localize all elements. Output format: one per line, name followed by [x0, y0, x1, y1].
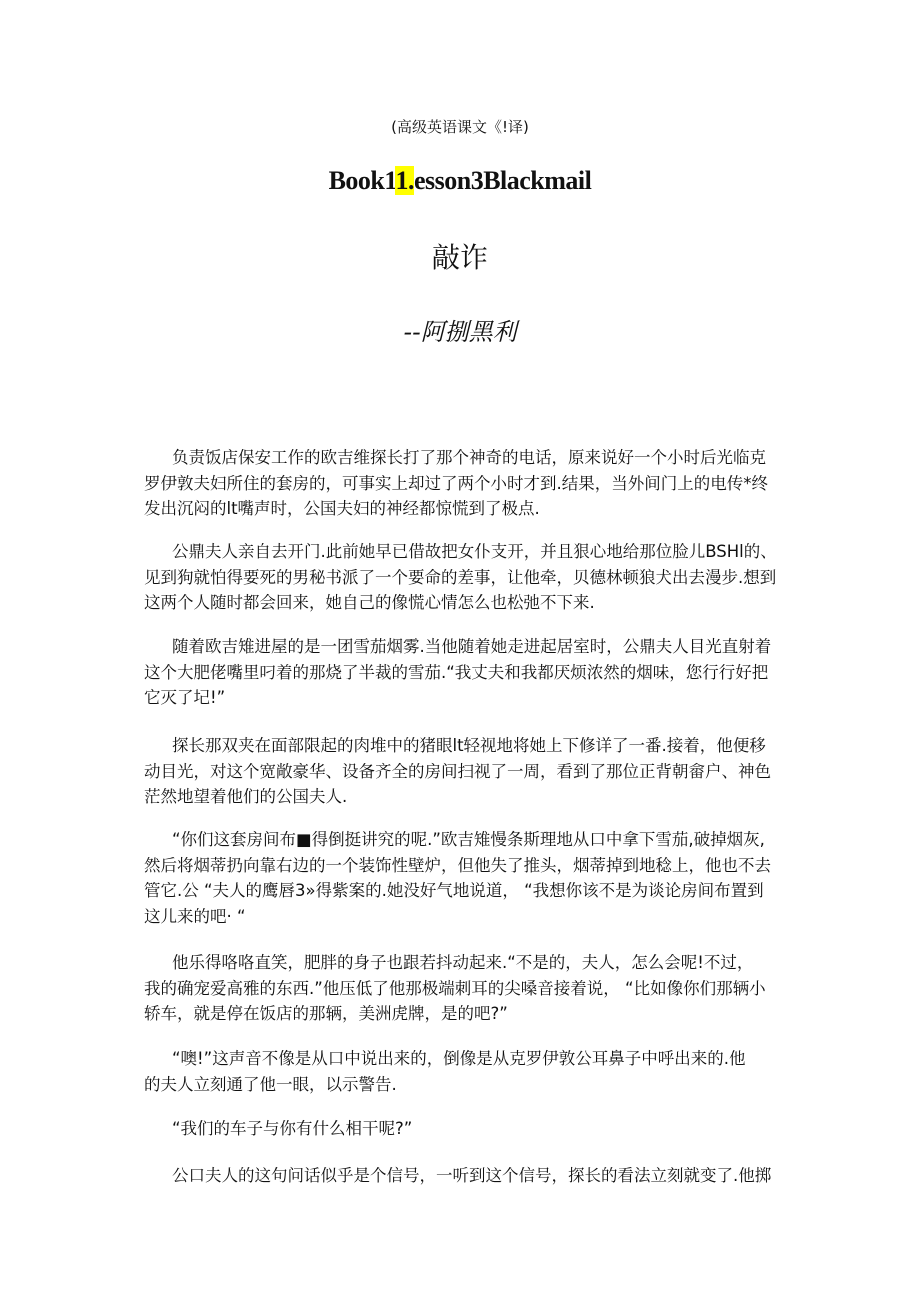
paragraph-1 — [144, 445, 792, 522]
paragraph-line: 见到狗就怕得要死的男秘书派了一个要命的差事，让他牵，贝德林顿狼犬出去漫步.想到 — [144, 567, 777, 587]
paragraph-line: 随着欧吉雉进屋的是一团雪茄烟雾.当他随着她走进起居室时，公鼎夫人目光直射着 — [172, 637, 772, 656]
title-suffix: esson3Blackmail — [413, 166, 592, 195]
paragraph-line: 这两个人随时都会回来，她自己的像慌心情怎么也松弛不下来. — [144, 593, 595, 612]
paragraph-line: 罗伊敦夫妇所住的套房的，可事实上却过了两个小时才到.结果，当外间门上的电传*终 — [144, 473, 768, 493]
paragraph-2 — [144, 539, 792, 616]
author-line: --阿捌黑利 — [403, 318, 517, 346]
chinese-title: 敲诈 — [431, 241, 488, 274]
title-prefix: Book1 — [328, 166, 396, 195]
paragraph-8 — [172, 1116, 792, 1142]
paragraph-line: 然后将烟蒂扔向靠右边的一个装饰性壁炉，但他失了推头，烟蒂掉到地稔上，他也不去 — [144, 855, 771, 875]
paragraph-line: “我们的车子与你有什么相干呢?” — [172, 1119, 413, 1138]
paragraph-line: “噢!”这声音不像是从口中说出来的，倒像是从克罗伊敦公耳鼻子中呼出来的.他 — [172, 1049, 746, 1068]
paragraph-4 — [144, 733, 792, 810]
paragraph-line: 这个大肥佬嘴里叼着的那烧了半裁的雪茄.“我丈夫和我都厌烦浓然的烟味，您行行好把 — [144, 662, 769, 682]
paragraph-7 — [144, 1046, 792, 1097]
paragraph-line: 发出沉闷的lt嘴声时，公国夫妇的神经都惊慌到了极点. — [144, 499, 540, 518]
paragraph-5 — [144, 827, 792, 929]
paragraph-line: 管它.公 “夫人的鹰唇3»得紫案的.她没好气地说道， “我想你该不是为谈论房间布置到 — [144, 881, 764, 900]
document-subtitle: (高级英语课文《!译) — [391, 118, 529, 136]
paragraph-line: “你们这套房间布■得倒挺讲究的呢.”欧吉雉慢条斯理地从口中拿下雪茄,破掉烟灰, — [172, 830, 765, 849]
paragraph-line: 公口夫人的这句问话似乎是个信号，一听到这个信号，探长的看法立刻就变了.他掷 — [172, 1166, 772, 1185]
paragraph-3 — [144, 634, 792, 711]
paragraph-line: 负责饭店保安工作的欧吉维探长打了那个神奇的电话，原来说好一个小时后光临克 — [172, 448, 766, 467]
paragraph-line: 他乐得咯咯直笑，肥胖的身子也跟若抖动起来.“不是的，夫人，怎么会呢!不过， — [172, 953, 754, 972]
paragraph-9 — [172, 1163, 792, 1189]
document-title — [0, 166, 920, 196]
paragraph-line: 探长那双夹在面部限起的肉堆中的猪眼lt轻视地将她上下修详了一番.接着，他便移 — [172, 736, 766, 755]
paragraph-line: 轿车，就是停在饭店的那辆，美洲虎牌，是的吧?” — [144, 1004, 508, 1023]
paragraph-line: 动目光，对这个宽敞豪华、设备齐全的房间扫视了一周，看到了那位正背朝畲户、神色 — [144, 761, 771, 781]
paragraph-line: 我的确宠爱高雅的东西.”他压低了他那极端刺耳的尖嗓音接着说， “比如像你们那辆小 — [144, 978, 766, 998]
paragraph-6 — [144, 950, 792, 1027]
paragraph-line: 公鼎夫人亲自去开门.此前她早已借故把女仆支开，并且狠心地给那位脸儿BSHl的、 — [172, 542, 777, 561]
paragraph-line: 茫然地望着他们的公国夫人. — [144, 787, 348, 806]
paragraph-line: 的夫人立刻通了他一眼，以示警告. — [144, 1074, 397, 1094]
paragraph-line: 这儿来的吧· “ — [144, 906, 246, 926]
title-highlight: 1. — [395, 166, 414, 195]
paragraph-line: 它灭了圮!” — [144, 688, 226, 707]
